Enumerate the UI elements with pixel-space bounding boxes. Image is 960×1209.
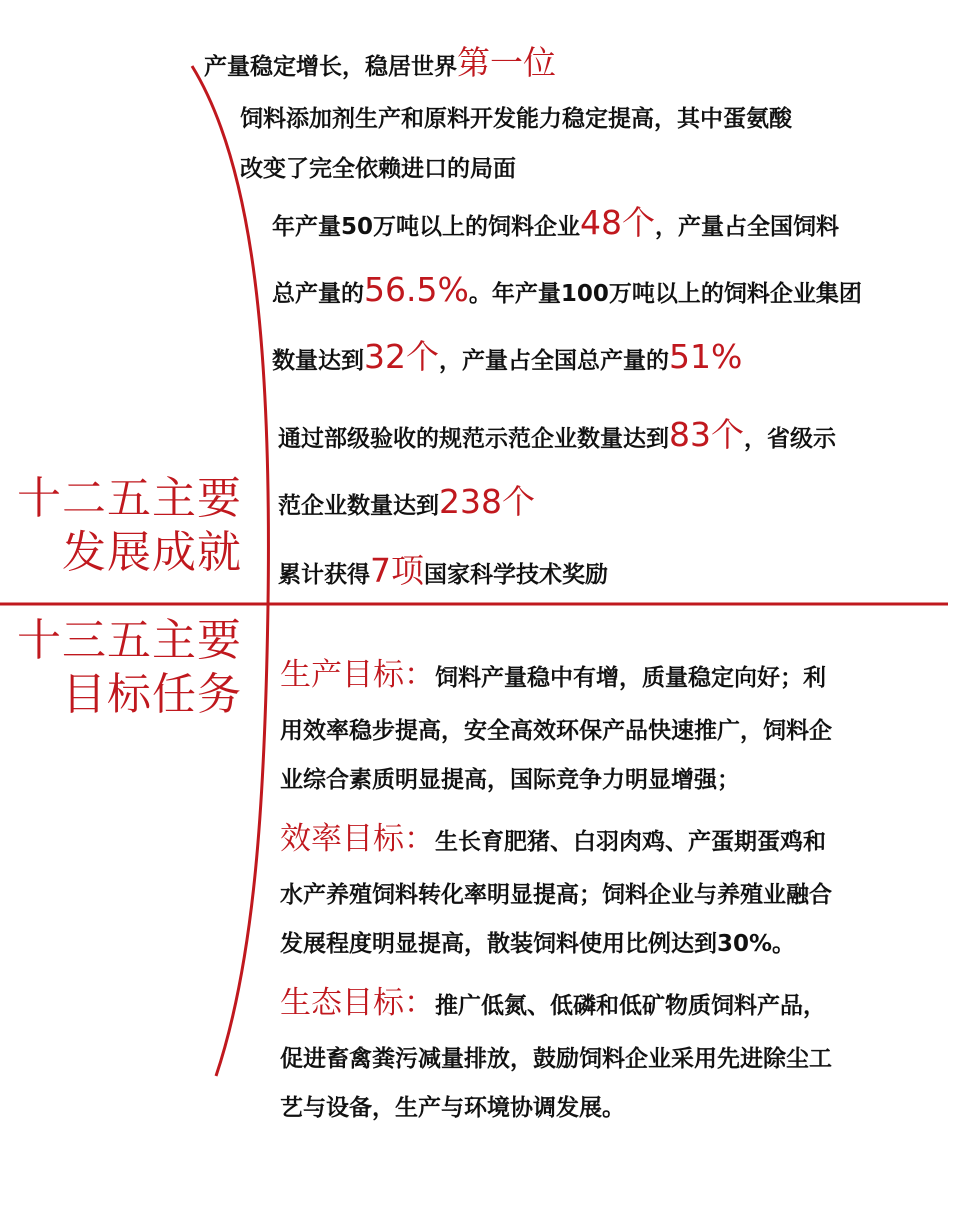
achievement-highlight: 第一位 <box>457 43 556 82</box>
goal-ecology-label: 生态目标： <box>280 985 435 1021</box>
achievement-model-line2 <box>278 482 535 521</box>
goal-ecology-line3: 艺与设备，生产与环境协调发展。 <box>280 1095 625 1121</box>
goal-efficiency-label: 效率目标： <box>280 821 435 857</box>
goal-text: 生长育肥猪、白羽肉鸡、产蛋期蛋鸡和 <box>435 829 826 855</box>
text-segment: ，省级示 <box>744 426 836 452</box>
achievement-additives-line2: 改变了完全依赖进口的局面 <box>240 156 516 182</box>
text-segment: 通过部级验收的规范示范企业数量达到 <box>278 426 669 452</box>
achievement-additives-line1: 饲料添加剂生产和原料开发能力稳定提高，其中蛋氨酸 <box>240 106 792 132</box>
goal-text: 推广低氮、低磷和低矿物质饲料产品， <box>435 993 826 1019</box>
text-segment: 。年产量100万吨以上的饲料企业集团 <box>468 281 862 307</box>
text-segment: 范企业数量达到 <box>278 493 439 519</box>
goal-ecology-line2: 促进畜禽粪污减量排放，鼓励饲料企业采用先进除尘工 <box>280 1046 832 1072</box>
highlight-value: 48个 <box>580 203 656 242</box>
highlight-value: 32个 <box>364 337 439 376</box>
goal-efficiency-line1 <box>280 821 826 857</box>
achievement-text: 产量稳定增长，稳居世界 <box>204 54 457 80</box>
highlight-value: 238个 <box>439 482 535 521</box>
goal-production-line2: 用效率稳步提高，安全高效环保产品快速推广，饲料企 <box>280 718 832 744</box>
section-title-twelfth-line2: 发展成就 <box>62 527 242 578</box>
goal-production-line1 <box>280 657 826 693</box>
goal-production-line3: 业综合素质明显提高，国际竞争力明显增强； <box>280 767 740 793</box>
section-title-twelfth-line1: 十二五主要 <box>17 473 242 524</box>
text-segment: ，产量占全国饲料 <box>655 214 840 240</box>
highlight-value: 51% <box>669 337 743 376</box>
goal-production-label: 生产目标： <box>280 657 435 693</box>
text-segment: 累计获得 <box>278 562 370 588</box>
achievement-enterprises-line3 <box>272 337 743 376</box>
text-segment: ，产量占全国总产量的 <box>439 348 669 374</box>
highlight-value: 7项 <box>370 551 424 590</box>
text-segment: 国家科学技术奖励 <box>424 562 608 588</box>
goal-ecology-line1 <box>280 985 826 1021</box>
achievement-enterprises-line2 <box>272 270 862 309</box>
goal-efficiency-line3: 发展程度明显提高，散装饲料使用比例达到30%。 <box>280 931 796 957</box>
section-title-thirteenth-line2: 目标任务 <box>62 669 242 720</box>
highlight-value: 83个 <box>669 415 744 454</box>
text-segment: 数量达到 <box>272 348 364 374</box>
achievement-model-line1 <box>278 415 836 454</box>
achievement-output-rank <box>204 43 556 82</box>
text-segment: 总产量的 <box>272 281 364 307</box>
achievement-awards <box>278 551 608 590</box>
section-title-thirteenth <box>17 614 242 722</box>
section-title-thirteenth-line1: 十三五主要 <box>17 615 242 666</box>
highlight-value: 56.5% <box>364 270 469 309</box>
goal-efficiency-line2: 水产养殖饲料转化率明显提高；饲料企业与养殖业融合 <box>280 882 832 908</box>
goal-text: 饲料产量稳中有增，质量稳定向好；利 <box>435 665 826 691</box>
section-title-twelfth <box>17 472 242 580</box>
text-segment: 年产量50万吨以上的饲料企业 <box>272 214 581 240</box>
achievement-enterprises-line1 <box>272 203 840 242</box>
